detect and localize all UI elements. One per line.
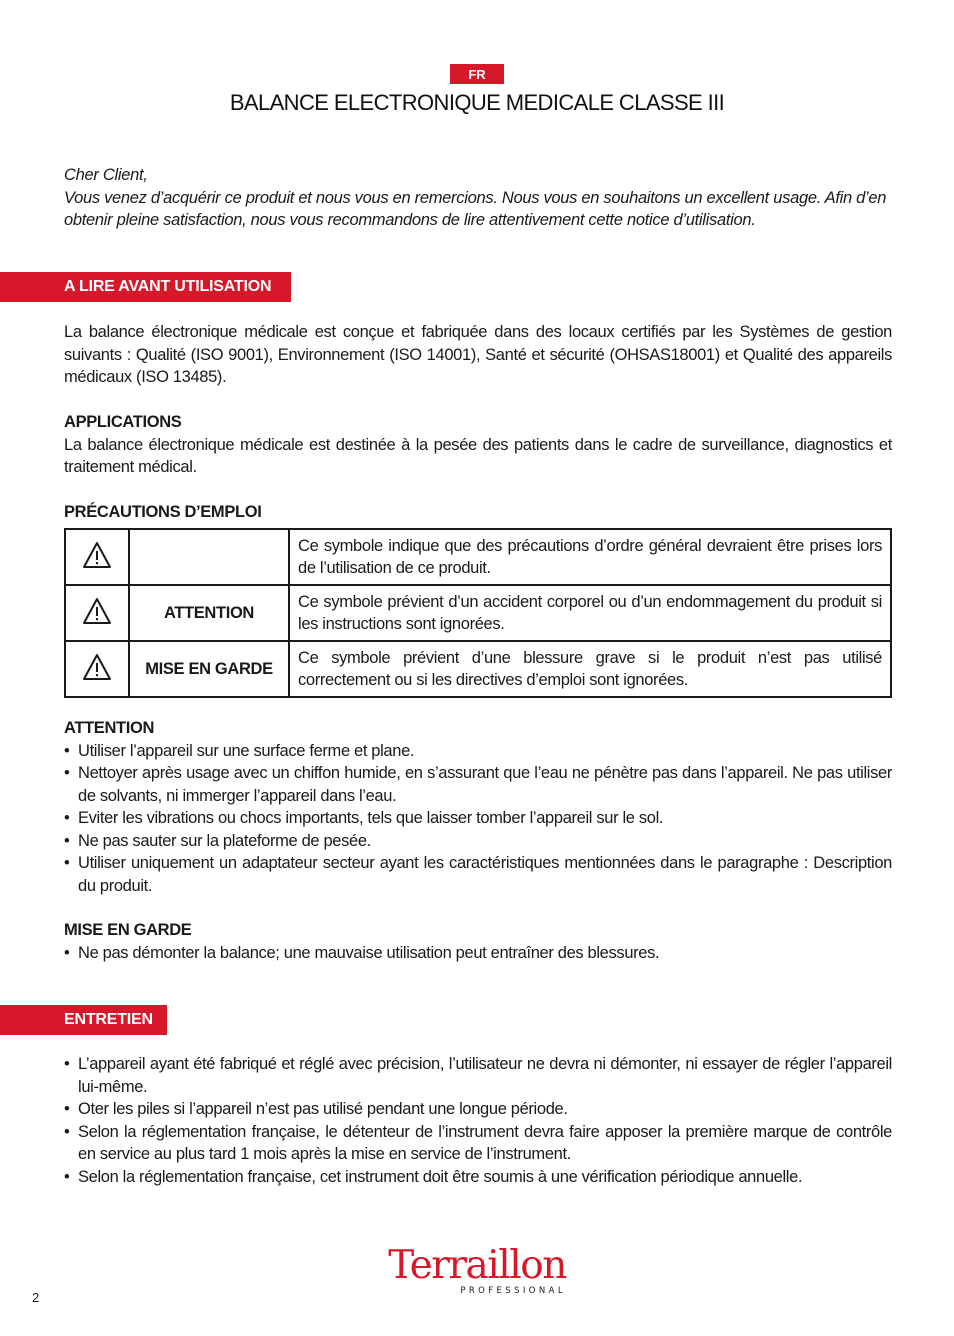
applications-block	[64, 411, 892, 479]
table-cell-description: Ce symbole prévient d’un accident corporel ou d’un endommagement du produit si les instructions sont ignorées.	[289, 585, 891, 641]
brand-name: Terraillon	[388, 1243, 566, 1288]
entretien-block	[64, 1053, 892, 1188]
table-row	[65, 641, 891, 697]
table-row	[65, 529, 891, 585]
intro-block	[64, 164, 894, 232]
applications-text: La balance électronique médicale est destinée à la pesée des patients dans le cadre de surveillance, diagnostics et traitement médical.	[64, 435, 892, 476]
warning-triangle-icon	[82, 597, 112, 625]
warning-triangle-icon	[82, 541, 112, 569]
table-cell-description: Ce symbole indique que des précautions d’ordre général devraient être prises lors de l’utilisation de ce produit.	[289, 529, 891, 585]
language-badge: FR	[450, 64, 504, 84]
list-item: • Ne pas sauter sur la plateforme de pesée.	[64, 830, 892, 853]
list-item: • Nettoyer après usage avec un chiffon humide, en s’assurant que l’eau ne pénètre pas dans l’appareil. Ne pas utiliser de solvants, ni immerger l’appareil dans l’eau.	[64, 762, 892, 807]
table-cell-icon	[65, 585, 129, 641]
table-row	[65, 585, 891, 641]
warning-block	[64, 919, 892, 964]
list-item: • Ne pas démonter la balance; une mauvaise utilisation peut entraîner des blessures.	[64, 942, 892, 965]
precautions-heading: PRÉCAUTIONS D’EMPLOI	[64, 503, 262, 521]
entretien-list	[64, 1053, 892, 1188]
warning-heading: MISE EN GARDE	[64, 921, 192, 939]
certification-text: La balance électronique médicale est conçue et fabriquée dans des locaux certifiés par les Systèmes de gestion suivants : Qualité (ISO 9001), Environnement (ISO 14001), Santé et sécurité (OHSAS18001) et Qualité des appareils médicaux (ISO 13485).	[64, 323, 892, 386]
list-item: • Oter les piles si l’appareil n’est pas utilisé pendant une longue période.	[64, 1098, 892, 1121]
document-title: BALANCE ELECTRONIQUE MEDICALE CLASSE III	[229, 90, 725, 115]
certification-paragraph	[64, 321, 892, 389]
attention-block	[64, 717, 892, 897]
table-cell-description: Ce symbole prévient d’une blessure grave si le produit n’est pas utilisé correctement ou si les directives d’emploi sont ignorées.	[289, 641, 891, 697]
intro-text: Vous venez d’acquérir ce produit et nous vous en remercions. Nous vous en souhaitons un excellent usage. Afin d’en obtenir pleine satisfaction, nous vous recommandons de lire attentivement cette notice d’utilisation.	[64, 188, 887, 229]
precautions-heading-block	[64, 501, 892, 524]
applications-heading: APPLICATIONS	[64, 413, 182, 431]
section-heading-entretien: ENTRETIEN	[0, 1005, 167, 1035]
list-item: • Selon la réglementation française, le détenteur de l’instrument devra faire apposer la première marque de contrôle en service au plus tard 1 mois après la mise en service de l’instrument.	[64, 1121, 892, 1166]
page-number: 2	[32, 1290, 40, 1305]
list-item: • Utiliser l’appareil sur une surface ferme et plane.	[64, 740, 892, 763]
attention-heading: ATTENTION	[64, 719, 155, 737]
table-cell-label: ATTENTION	[129, 585, 289, 641]
table-cell-label: MISE EN GARDE	[129, 641, 289, 697]
list-item: • L’appareil ayant été fabriqué et réglé avec précision, l’utilisateur ne devra ni démonter, ni essayer de régler l’appareil lui-même.	[64, 1053, 892, 1098]
list-item: • Utiliser uniquement un adaptateur secteur ayant les caractéristiques mentionnées dans le paragraphe : Description du produit.	[64, 852, 892, 897]
table-cell-icon	[65, 529, 129, 585]
warning-triangle-icon	[82, 653, 112, 681]
brand-logo	[388, 1244, 566, 1296]
section-heading-a-lire: A LIRE AVANT UTILISATION	[0, 272, 291, 302]
table-cell-label	[129, 529, 289, 585]
attention-list	[64, 740, 892, 898]
brand-subtitle: PROFESSIONAL	[460, 1286, 566, 1296]
warning-list	[64, 942, 892, 965]
list-item: • Eviter les vibrations ou chocs importants, tels que laisser tomber l’appareil sur le sol.	[64, 807, 892, 830]
list-item: • Selon la réglementation française, cet instrument doit être soumis à une vérification périodique annuelle.	[64, 1166, 892, 1189]
intro-greeting: Cher Client,	[64, 166, 148, 184]
table-cell-icon	[65, 641, 129, 697]
precautions-table	[64, 528, 892, 698]
